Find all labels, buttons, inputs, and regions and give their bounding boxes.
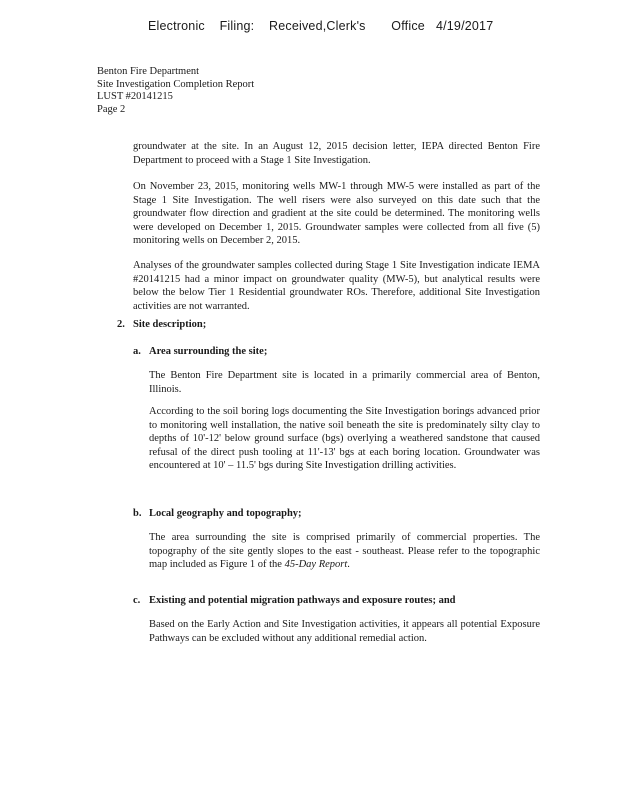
subsection-b-heading	[133, 508, 302, 519]
section-2-number: 2.	[117, 319, 125, 330]
paragraph-geography-end: .	[347, 559, 350, 570]
subsection-a-letter: a.	[133, 346, 141, 357]
header-report-title: Site Investigation Completion Report	[97, 78, 255, 90]
subsection-a-title: Area surrounding the site;	[149, 346, 268, 357]
subsection-c-title: Existing and potential migration pathways and exposure routes; and	[149, 595, 456, 606]
section-2-title: Site description;	[133, 319, 207, 330]
report-reference: 45-Day Report	[284, 559, 348, 570]
header-lust-number: LUST #20141215	[97, 91, 173, 102]
paragraph-area-location: The Benton Fire Department site is located in a primarily commercial area of Benton, Illinois.	[149, 370, 540, 395]
paragraph-exposure-pathways: Based on the Early Action and Site Investigation activities, it appears all potential Exposure Pathways can be excluded without any additional remedial action.	[149, 619, 540, 644]
subsection-a-heading	[133, 346, 267, 357]
document-header	[97, 66, 254, 116]
paragraph-geography-text: The area surrounding the site is comprised primarily of commercial properties. The topography of the site gently slopes to the east - southeast. Please refer to the topographic map included as Figure 1 of the	[149, 532, 540, 570]
subsection-c-heading	[133, 595, 456, 606]
section-2-heading	[117, 319, 206, 330]
header-organization: Benton Fire Department	[97, 66, 200, 77]
subsection-b-letter: b.	[133, 508, 142, 519]
paragraph-groundwater-analyses: Analyses of the groundwater samples collected during Stage 1 Site Investigation indicate IEMA #20141215 had a minor impact on groundwater quality (MW-5), but analytical results were below the below Tier 1 Residential groundwater ROs. Therefore, additional Site Investigation activities are not warranted.	[133, 260, 540, 312]
subsection-b-title: Local geography and topography;	[149, 508, 302, 519]
paragraph-decision-letter: groundwater at the site. In an August 12, 2015 decision letter, IEPA directed Benton Fire Department to proceed with a Stage 1 Site Investigation.	[133, 141, 540, 166]
electronic-filing-stamp: Electronic Filing: Received,Clerk's Office 4/19/2017	[148, 19, 494, 33]
header-page-number: Page 2	[97, 103, 126, 115]
paragraph-monitoring-wells: On November 23, 2015, monitoring wells MW-1 through MW-5 were installed as part of the Stage 1 Site Investigation. The well risers were also surveyed on this date such that the groundwater flow direction and gradient at the site could be determined. The monitoring wells were developed on December 1, 2015. Groundwater samples were collected from all five (5) monitoring wells on December 2, 2015.	[133, 181, 540, 246]
paragraph-soil-boring: According to the soil boring logs documenting the Site Investigation borings advanced prior to monitoring well installation, the native soil beneath the site is predominately silty clay to depths of 10'-12' below ground surface (bgs) overlying a weathered sandstone that caused refusal of the direct push tooling at 11'-13' bgs at each boring location. Groundwater was encountered at 10' – 11.5' bgs during Site Investigation drilling activities.	[149, 406, 540, 471]
paragraph-geography	[149, 531, 540, 572]
subsection-c-letter: c.	[133, 595, 141, 606]
